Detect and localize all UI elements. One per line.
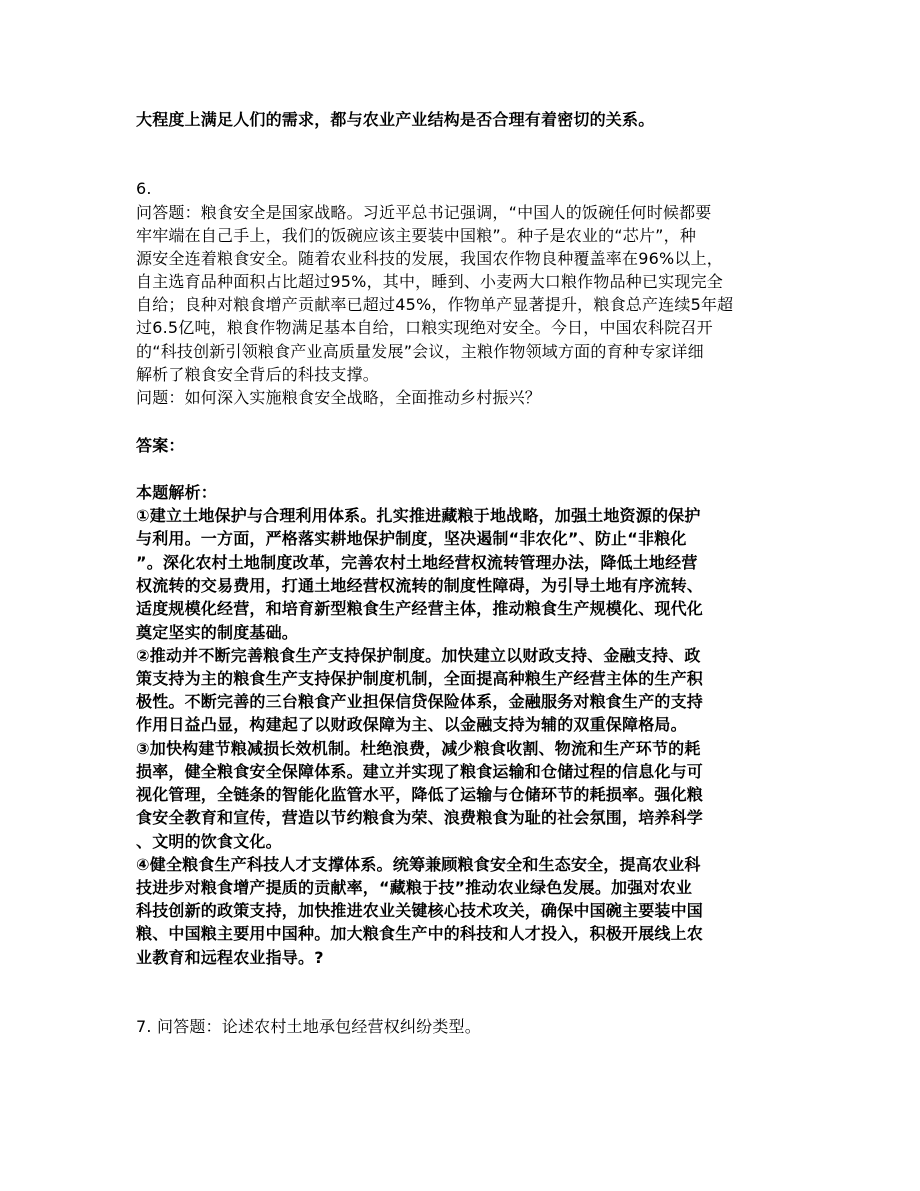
question-6-line-6: 过6.5亿吨，粮食作物满足基本自给，口粮实现绝对安全。今日，中国农科院召开 [136,318,713,337]
analysis-line-7: ②推动并不断完善粮食生产支持保护制度。加快建立以财政支持、金融支持、政 [136,646,701,665]
analysis-line-13: 视化管理，全链条的智能化监管水平，降低了运输与仓储环节的耗损率。强化粮 [136,785,704,804]
analysis-line-4: 权流转的交易费用，打通土地经营权流转的制度性障碍，为引导土地有序流转、 [136,576,704,595]
analysis-line-3: ”。深化农村土地制度改革，完善农村土地经营权流转管理办法，降低土地经营 [136,553,698,572]
question-6-line-1: 问答题：粮食安全是国家战略。习近平总书记强调，“中国人的饭碗任何时候都要 [136,203,712,222]
analysis-line-16: ④健全粮食生产科技人才支撑体系。统筹兼顾粮食安全和生态安全，提高农业科 [136,855,701,874]
question-6-line-2: 牢牢端在自己手上，我们的饭碗应该主要装中国粮”。种子是农业的“芯片”，种 [136,226,697,245]
analysis-line-19: 粮、中国粮主要用中国种。加大粮食生产中的科技和人才投入，积极开展线上农 [136,924,704,943]
analysis-label: 本题解析： [136,483,218,502]
analysis-line-10: 作用日益凸显，构建起了以财政保障为主、以金融支持为辅的双重保障格局。 [136,715,687,734]
analysis-line-20: 业教育和远程农业指导。? [136,948,324,967]
question-6-line-3: 源安全连着粮食安全。随着农业科技的发展，我国农作物良种覆盖率在96%以上， [136,249,723,268]
question-7-line: 7. 问答题：论述农村土地承包经营权纠纷类型。 [136,1017,481,1036]
analysis-line-11: ③加快构建节粮减损长效机制。杜绝浪费，减少粮食收割、物流和生产环节的耗 [136,739,701,758]
question-6-prompt: 问题：如何深入实施粮食安全战略，全面推动乡村振兴？ [136,388,542,407]
analysis-line-12: 损率，健全粮食安全保障体系。建立并实现了粮食运输和仓储过程的信息化与可 [136,762,704,781]
question-6-number: 6. [136,179,152,198]
analysis-line-5: 适度规模化经营，和培育新型粮食生产经营主体，推动粮食生产规模化、现代化 [136,599,704,618]
analysis-line-14: 食安全教育和宣传，营造以节约粮食为荣、浪费粮食为耻的社会氛围，培养科学 [136,808,704,827]
analysis-line-1: ①建立土地保护与合理利用体系。扎实推进藏粮于地战略，加强土地资源的保护 [136,506,701,525]
question-6-line-7: 的“科技创新引领粮食产业高质量发展”会议，主粮作物领域方面的育种专家详细 [136,342,704,361]
analysis-line-8: 策支持为主的粮食生产支持保护制度机制，全面提高种粮生产经营主体的生产积 [136,669,704,688]
analysis-line-15: 、文明的饮食文化。 [136,832,282,851]
analysis-line-9: 极性。不断完善的三台粮食产业担保信贷保险体系，金融服务对粮食生产的支持 [136,692,704,711]
question-6-line-4: 自主选育品种面积占比超过95%，其中，睡到、小麦两大口粮作物品种已实现完全 [136,272,723,291]
analysis-line-17: 技进步对粮食增产提质的贡献率，“藏粮于技”推动农业绿色发展。加强对农业 [136,878,693,897]
question-6-line-5: 自给；良种对粮食增产贡献率已超过45%，作物单产显著提升，粮食总产连续5年超 [136,295,734,314]
analysis-line-6: 奠定坚实的制度基础。 [136,623,299,642]
analysis-line-18: 科技创新的政策支持，加快推进农业关键核心技术攻关，确保中国碗主要装中国 [136,901,704,920]
analysis-line-2: 与利用。一方面，严格落实耕地保护制度，坚决遏制“非农化”、防止“非粮化 [136,529,687,548]
intro-line: 大程度上满足人们的需求，都与农业产业结构是否合理有着密切的关系。 [136,110,655,129]
question-6-line-8: 解析了粮食安全背后的科技支撑。 [136,365,380,384]
answer-label: 答案： [136,436,185,455]
